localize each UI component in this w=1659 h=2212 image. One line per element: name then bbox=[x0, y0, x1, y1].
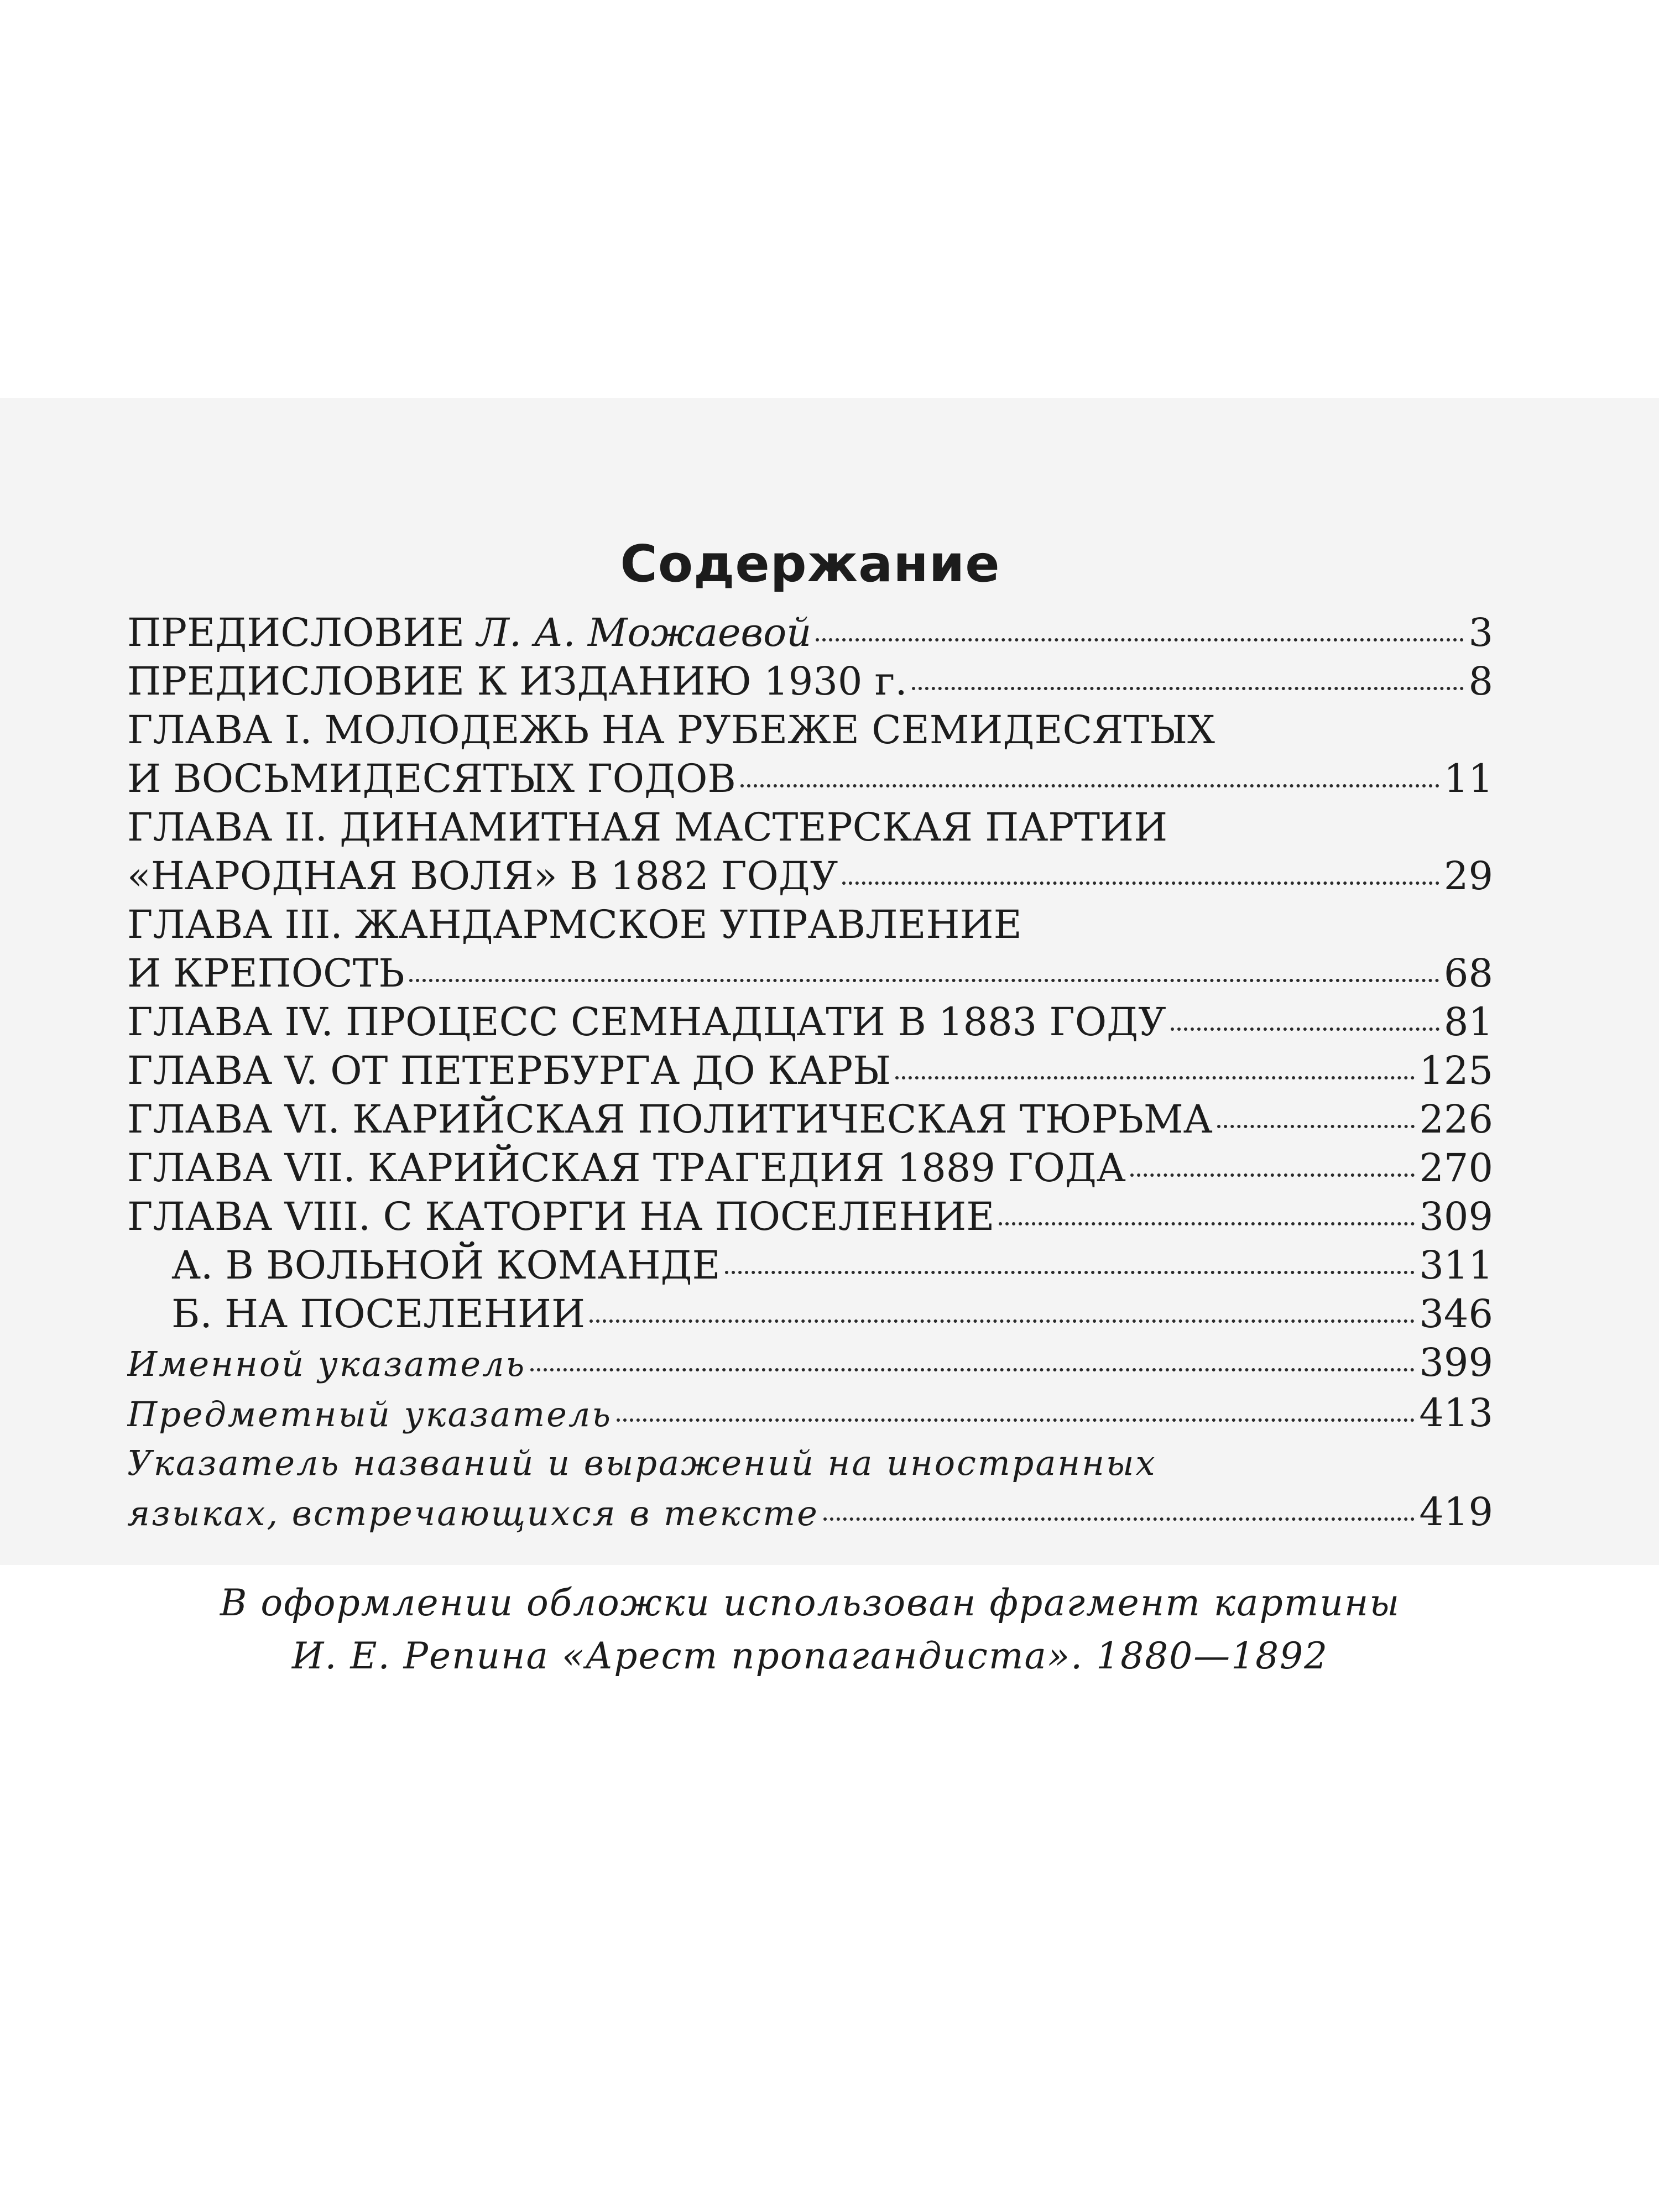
toc-title: Содержание bbox=[620, 534, 1000, 593]
toc-entry-label: ГЛАВА VIII. С КАТОРГИ НА ПОСЕЛЕНИЕ bbox=[127, 1194, 995, 1239]
dot-leader bbox=[816, 638, 1464, 641]
toc-entry-chapter-8-b[interactable] bbox=[127, 1290, 1493, 1338]
toc-entry-chapter-7[interactable] bbox=[127, 1144, 1493, 1192]
toc-entry-page: 311 bbox=[1419, 1243, 1493, 1288]
cover-note bbox=[127, 1577, 1493, 1683]
toc-entry-chapter-1[interactable] bbox=[127, 706, 1493, 803]
table-of-contents bbox=[127, 531, 1493, 1683]
toc-entry-page: 8 bbox=[1468, 659, 1493, 704]
dot-leader bbox=[895, 1076, 1415, 1079]
toc-entry-chapter-6[interactable] bbox=[127, 1095, 1493, 1144]
toc-entry-page: 270 bbox=[1419, 1145, 1493, 1191]
toc-list bbox=[127, 608, 1493, 1538]
toc-entry-page: 29 bbox=[1443, 853, 1493, 899]
toc-entry-label: ГЛАВА IV. ПРОЦЕСС СЕМНАДЦАТИ В 1883 ГОДУ bbox=[127, 999, 1166, 1045]
toc-entry-chapter-4[interactable] bbox=[127, 998, 1493, 1046]
toc-entry-page: 11 bbox=[1443, 756, 1493, 801]
toc-entry-page: 125 bbox=[1419, 1048, 1493, 1093]
toc-entry-chapter-3[interactable] bbox=[127, 900, 1493, 998]
toc-entry-chapter-2[interactable] bbox=[127, 803, 1493, 900]
toc-entry-page: 3 bbox=[1468, 610, 1493, 655]
toc-entry-name-index[interactable] bbox=[127, 1338, 1493, 1389]
dot-leader bbox=[725, 1271, 1415, 1274]
dot-leader bbox=[409, 979, 1439, 982]
toc-entry-page: 346 bbox=[1419, 1291, 1493, 1337]
toc-entry-page: 419 bbox=[1419, 1489, 1493, 1535]
toc-entry-page: 399 bbox=[1419, 1340, 1493, 1385]
toc-entry-page: 413 bbox=[1419, 1390, 1493, 1436]
toc-entry-label-line1: ГЛАВА I. МОЛОДЕЖЬ НА РУБЕЖЕ СЕМИДЕСЯТЫХ bbox=[127, 707, 1215, 753]
toc-entry-page: 81 bbox=[1443, 999, 1493, 1045]
toc-entry-chapter-8[interactable] bbox=[127, 1192, 1493, 1241]
toc-entry-preface-mozhaeva[interactable] bbox=[127, 608, 1493, 657]
dot-leader bbox=[589, 1319, 1415, 1323]
toc-entry-author: Л. А. Можаевой bbox=[477, 610, 812, 655]
toc-entry-label: ПРЕДИСЛОВИЕ К ИЗДАНИЮ 1930 г. bbox=[127, 659, 907, 704]
toc-entry-page: 68 bbox=[1443, 951, 1493, 996]
dot-leader bbox=[1171, 1027, 1439, 1031]
cover-note-line1: В оформлении обложки использован фрагмент картины bbox=[220, 1582, 1401, 1624]
toc-entry-label-line2: И ВОСЬМИДЕСЯТЫХ ГОДОВ bbox=[127, 756, 736, 801]
dot-leader bbox=[823, 1517, 1415, 1521]
toc-entry-label: Именной указатель bbox=[127, 1344, 526, 1384]
dot-leader bbox=[1217, 1125, 1415, 1128]
toc-entry-label-line1: Указатель названий и выражений на иностранных bbox=[127, 1443, 1157, 1483]
toc-entry-label: ГЛАВА VII. КАРИЙСКАЯ ТРАГЕДИЯ 1889 ГОДА bbox=[127, 1145, 1126, 1191]
toc-entry-label: ПРЕДИСЛОВИЕ Л. А. Можаевой bbox=[127, 610, 812, 655]
toc-entry-page: 309 bbox=[1419, 1194, 1493, 1239]
toc-entry-chapter-5[interactable] bbox=[127, 1046, 1493, 1095]
toc-entry-label-line2: языках, встречающихся в тексте bbox=[127, 1493, 819, 1533]
dot-leader bbox=[617, 1418, 1415, 1422]
toc-entry-label: ГЛАВА VI. КАРИЙСКАЯ ПОЛИТИЧЕСКАЯ ТЮРЬМА bbox=[127, 1097, 1213, 1142]
dot-leader bbox=[530, 1368, 1415, 1371]
toc-entry-foreign-terms-index[interactable] bbox=[127, 1439, 1493, 1538]
toc-entry-label-line2: И КРЕПОСТЬ bbox=[127, 951, 405, 996]
toc-entry-preface-1930[interactable] bbox=[127, 657, 1493, 706]
dot-leader bbox=[842, 881, 1439, 885]
toc-entry-label: Б. НА ПОСЕЛЕНИИ bbox=[171, 1291, 585, 1337]
toc-entry-chapter-8-a[interactable] bbox=[127, 1241, 1493, 1290]
toc-entry-label: Предметный указатель bbox=[127, 1394, 613, 1434]
dot-leader bbox=[740, 784, 1439, 787]
toc-entry-label: ГЛАВА V. ОТ ПЕТЕРБУРГА ДО КАРЫ bbox=[127, 1048, 891, 1093]
toc-entry-label-line1: ГЛАВА III. ЖАНДАРМСКОЕ УПРАВЛЕНИЕ bbox=[127, 902, 1022, 947]
dot-leader bbox=[1130, 1173, 1415, 1177]
toc-entry-label-line1: ГЛАВА II. ДИНАМИТНАЯ МАСТЕРСКАЯ ПАРТИИ bbox=[127, 805, 1168, 850]
dot-leader bbox=[912, 687, 1464, 690]
toc-entry-page: 226 bbox=[1419, 1097, 1493, 1142]
dot-leader bbox=[999, 1222, 1415, 1225]
toc-entry-label-line2: «НАРОДНАЯ ВОЛЯ» В 1882 ГОДУ bbox=[127, 853, 838, 899]
toc-entry-subject-index[interactable] bbox=[127, 1389, 1493, 1439]
cover-note-line2: И. Е. Репина «Арест пропагандиста». 1880—1892 bbox=[291, 1635, 1329, 1677]
toc-entry-label: А. В ВОЛЬНОЙ КОМАНДЕ bbox=[171, 1243, 721, 1288]
